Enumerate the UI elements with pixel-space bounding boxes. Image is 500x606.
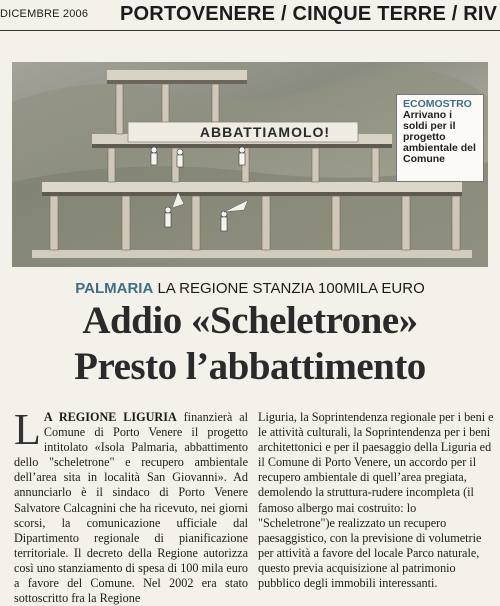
article-body-2: Liguria, la Soprintendenza regionale per i beni e le attività culturali, la Soprintendenza per i beni architettonici e per il paesaggio della Liguria ed il Comune di Porto Venere, un accordo per il recupero ambientale di quell’area pregiata, demolendo la struttura-rudere incompleta (il famoso albergo mai costruito: lo "Scheletrone")e realizzato un recupero paesaggistico, con la previsione di volumetrie per attività a favore del locale Parco naturale, questo previa acquisizione al patrimonio pubblico degli immobili interessanti. (258, 410, 494, 591)
headline-line-1: Addio «Scheletrone» (82, 299, 418, 342)
article-column-1 (14, 405, 248, 606)
article-lead: A REGIONE LIGURIA (43, 410, 177, 424)
headline-line-2: Presto l’abbattimento (74, 345, 426, 388)
issue-date: DICEMBRE 2006 (0, 8, 89, 20)
caption-text: Arrivano i soldi per il progetto ambientale del Comune (403, 109, 476, 165)
kicker (0, 280, 500, 297)
kicker-text: LA REGIONE STANZIA 100MILA EURO (157, 280, 425, 297)
headline (0, 298, 500, 390)
kicker-place: PALMARIA (75, 280, 154, 297)
protest-banner-text: ABBATTIAMOLO! (199, 124, 331, 140)
article-column-2 (258, 410, 494, 591)
article-body-1: finanzierà al Comune di Porto Venere il progetto intitolato «Isola Palmaria, abbattimento dello "scheletrone" e recupero ambientale dell’area sita in località San Giovanni». Ad annunciarlo è il sindaco di Porto Venere Salvatore Calcagnini che ha ricevuto, nei giorni scorsi, la comunicazione ufficiale dal Dipartimento regionale di pianificazione territoriale. Il decreto della Regione autorizza così uno stanziamento di spesa di 100 mila euro a favore del Comune. Nel 2002 era stato sottoscritto fra la Regione (14, 410, 248, 606)
page-header (0, 0, 500, 31)
caption-tag: ECOMOSTRO (403, 98, 472, 110)
drop-cap: L (14, 405, 41, 454)
section-title: PORTOVENERE / CINQUE TERRE / RIV (120, 3, 498, 25)
sidebar-caption-box (396, 94, 484, 182)
